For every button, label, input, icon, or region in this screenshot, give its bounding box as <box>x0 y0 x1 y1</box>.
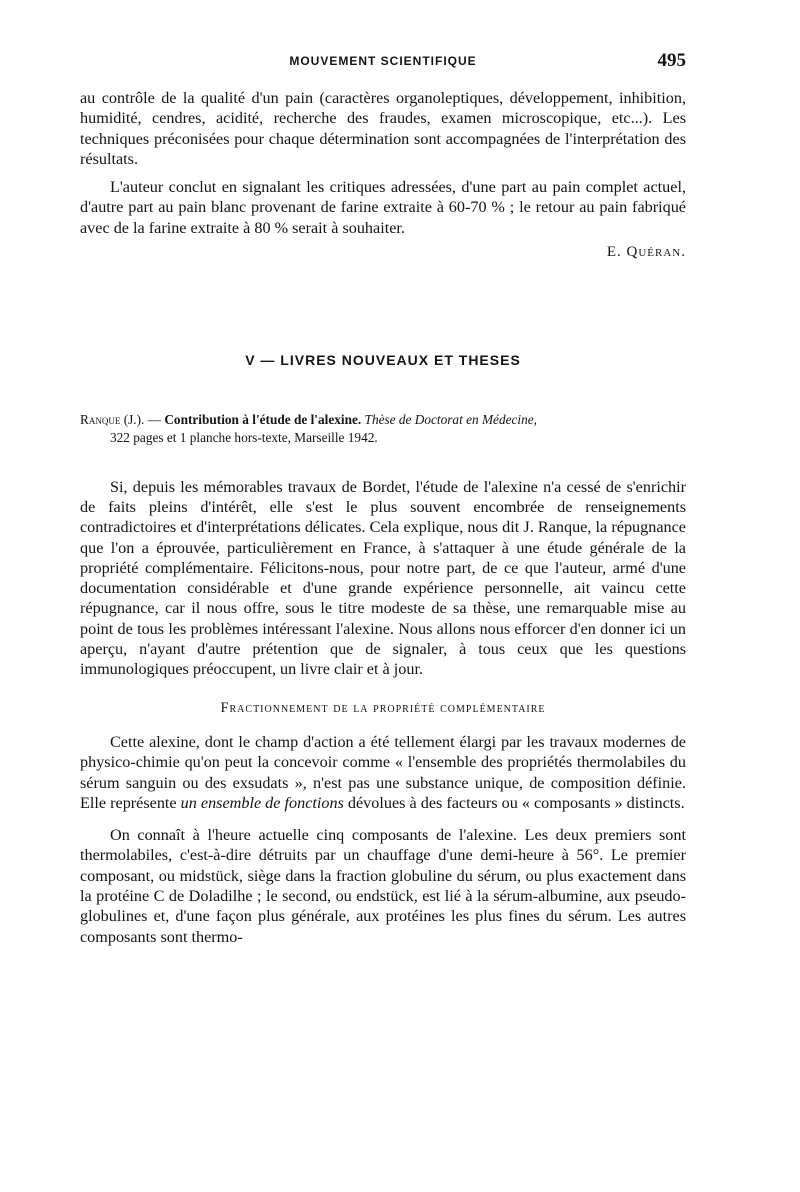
fraction-text-start: Cette alexine, dont le champ d'action a été tellement élargi par les travaux modernes de physico-chimie qu'on peut la concevoir comme « l'ensemble des propriétés thermolabiles du sérum sanguin ou des exsudats », n'est pas une substance unique, de composition définie. Elle représente <box>80 732 686 812</box>
subheading: Fractionnement de la propriété complémentaire <box>220 699 546 716</box>
running-title: MOUVEMENT SCIENTIFIQUE <box>289 54 477 68</box>
reference-details: 322 pages et 1 planche hors-texte, Marseille 1942. <box>110 429 378 445</box>
reference-title: Contribution à l'étude de l'alexine. <box>164 411 362 427</box>
paragraph-components: On connaît à l'heure actuelle cinq composants de l'alexine. Les deux premiers sont thermolabiles, c'est-à-dire détruits par un chauffage d'une demi-heure à 56°. Le premier composant, ou midstück, siège dans la fraction globuline du sérum, ou plus exactement dans la protéine C de Doladilhe ; le second, ou endstück, est lié à la sérum-albumine, aux pseudo-globulines et, d'une façon plus générale, aux protéines les plus fines du sérum. Les autres composants sont thermo- <box>80 826 686 946</box>
section-title: V — LIVRES NOUVEAUX ET THESES <box>245 352 521 369</box>
page-header <box>80 50 686 74</box>
paragraph-conclusion: L'auteur conclut en signalant les critiques adressées, d'une part au pain complet actuel, d'autre part au pain blanc provenant de farine extraite à 60-70 % ; le retour au pain fabriqué avec de la farine extraite à 80 % serait à souhaiter. <box>80 178 686 237</box>
book-reference <box>80 411 686 447</box>
paragraph-intro: Si, depuis les mémorables travaux de Bordet, l'étude de l'alexine n'a cessé de s'enrichir de faits pleins d'intérêt, elle s'est le plus souvent encombrée de renseignements contradictoires et d'interprétations délicates. Cela explique, nous dit J. Ranque, la répugnance que l'on a éprouvée, particulièrement en France, à s'attaquer à une étude générale de la propriété complémentaire. Félicitons-nous, pour notre part, de ce que l'auteur, armé d'une documentation considérable et d'une grande expérience personnelle, ait vaincu cette répugnance, car il nous offre, sous le titre modeste de sa thèse, une remarquable mise au point de tous les problèmes intéressant l'alexine. Nous allons nous efforcer d'en donner ici un aperçu, n'ayant d'autre prétention que de signaler, à tous ceux que les questions immunologiques préoccupent, un livre clair et à jour. <box>80 477 686 679</box>
fraction-text-end: dévolues à des facteurs ou « composants » distincts. <box>343 793 685 812</box>
paragraph-quality: au contrôle de la qualité d'un pain (caractères organoleptiques, développement, inhibition, humidité, cendres, acidité, recherche des fraudes, examen microscopique, etc...). Les techniques préconisées pour chaque détermination sont accompagnées de l'interprétation des résultats. <box>80 89 686 168</box>
paragraph-fraction <box>80 732 686 813</box>
author-signature: E. Quéran. <box>606 244 686 261</box>
reference-author: Ranque (J.). <box>80 411 145 427</box>
reference-dash: — <box>147 411 161 427</box>
page-number: 495 <box>657 50 686 71</box>
reference-info: Thèse de Doctorat en Médecine, <box>364 411 537 427</box>
body-text <box>80 88 686 947</box>
fraction-emphasis: un ensemble de fonctions <box>180 793 344 812</box>
